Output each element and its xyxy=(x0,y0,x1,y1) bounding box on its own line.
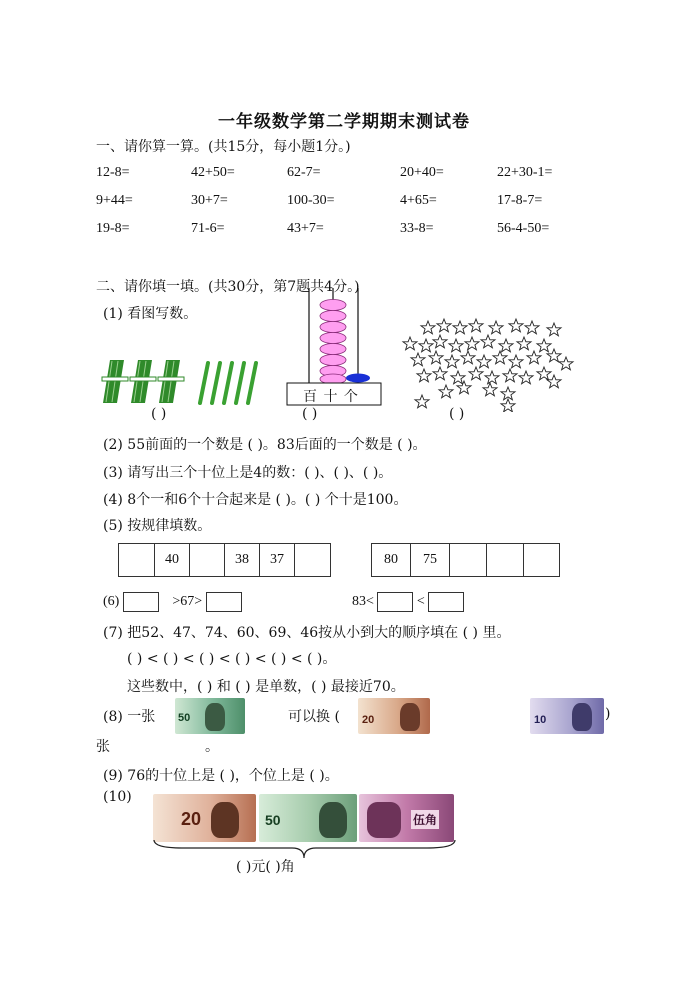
equation: 19-8= xyxy=(96,221,130,236)
banknote-value: 50 xyxy=(178,712,191,724)
equation: 12-8= xyxy=(96,165,130,180)
q6-row xyxy=(103,592,242,612)
q2-text: (2) 55前面的一个数是 ( )。83后面的一个数是 ( )。 xyxy=(103,437,427,453)
q8-wrap: 张 xyxy=(96,739,110,755)
q4-text: (4) 8个一和6个十合起来是 ( )。( ) 个十是100。 xyxy=(103,492,408,508)
q8-mid: 可以换 ( xyxy=(288,709,340,725)
sequence-cell[interactable] xyxy=(189,543,225,577)
equation: 4+65= xyxy=(400,193,437,208)
q1-label: (1) 看图写数。 xyxy=(103,306,198,322)
banknote-50 xyxy=(175,698,245,734)
sequence-cell[interactable] xyxy=(118,543,155,577)
q10-label: (10) xyxy=(103,789,132,805)
q8-end: ) xyxy=(605,706,611,722)
q1-answer-blank[interactable]: ( ) xyxy=(449,406,465,422)
q1-answer-blank[interactable]: ( ) xyxy=(151,406,167,422)
sequence-cell[interactable] xyxy=(294,543,331,577)
answer-box[interactable] xyxy=(123,592,159,612)
answer-box[interactable] xyxy=(428,592,464,612)
banknote-value: 50 xyxy=(265,812,281,828)
q3-text: (3) 请写出三个十位上是4的数：( )、( )、( )。 xyxy=(103,465,393,481)
page-title: 一年级数学第二学期期末测试卷 xyxy=(218,112,470,132)
equation: 56-4-50= xyxy=(497,221,550,236)
q6-comparison-a: >67> xyxy=(172,594,203,610)
part2-heading: 二、请你填一填。(共30分，第7题共4分。) xyxy=(96,279,360,295)
equation: 42+50= xyxy=(191,165,235,180)
answer-box[interactable] xyxy=(206,592,242,612)
part1-heading: 一、请你算一算。(共15分，每小题1分。) xyxy=(96,139,351,155)
equation: 43+7= xyxy=(287,221,324,236)
sequence-cell: 40 xyxy=(154,543,190,577)
bundle-of-ten xyxy=(158,360,184,403)
answer-box[interactable] xyxy=(377,592,413,612)
tens-beads xyxy=(320,300,346,385)
banknote-50 xyxy=(259,794,357,842)
sequence-cell: 80 xyxy=(371,543,411,577)
brace xyxy=(152,838,457,860)
equation: 9+44= xyxy=(96,193,133,208)
sequence-cell: 38 xyxy=(224,543,260,577)
equation: 62-7= xyxy=(287,165,321,180)
bundle-of-ten xyxy=(130,360,156,403)
stick-bundles-figure xyxy=(100,355,270,410)
q8-period: 。 xyxy=(205,739,219,755)
q6-comparison-b-prefix: 83< xyxy=(352,594,374,610)
stars-figure xyxy=(398,316,578,412)
star-cluster xyxy=(403,319,573,412)
bundle-of-ten xyxy=(102,360,128,403)
equation: 33-8= xyxy=(400,221,434,236)
banknote-5-jiao xyxy=(359,794,454,842)
sequence-cell[interactable] xyxy=(486,543,524,577)
sequence-cell: 75 xyxy=(410,543,450,577)
equation: 22+30-1= xyxy=(497,165,553,180)
q6-row-b xyxy=(352,592,464,612)
banknote-20 xyxy=(153,794,256,842)
banknote-value: 伍角 xyxy=(411,810,439,829)
abacus-place-labels: 百 十 个 xyxy=(303,389,359,405)
equation: 20+40= xyxy=(400,165,444,180)
q8-label: (8) 一张 xyxy=(103,709,156,725)
q7-line3: 这些数中，( ) 和 ( ) 是单数，( ) 最接近70。 xyxy=(127,679,405,695)
q1-answer-blank[interactable]: ( ) xyxy=(302,406,318,422)
sequence-cell: 37 xyxy=(259,543,295,577)
equation: 17-8-7= xyxy=(497,193,543,208)
single-sticks xyxy=(200,363,256,403)
equation: 71-6= xyxy=(191,221,225,236)
banknote-value: 10 xyxy=(534,714,547,726)
sequence-row-2 xyxy=(371,543,560,577)
banknote-10 xyxy=(530,698,604,734)
banknote-20 xyxy=(358,698,430,734)
q6-comparison-b-mid: < xyxy=(416,594,425,610)
equation: 30+7= xyxy=(191,193,228,208)
q5-label: (5) 按规律填数。 xyxy=(103,518,212,534)
banknote-value: 20 xyxy=(362,714,375,726)
sequence-cell[interactable] xyxy=(449,543,487,577)
ones-bead xyxy=(346,374,370,383)
q9-text: (9) 76的十位上是 ( )，个位上是 ( )。 xyxy=(103,768,339,784)
sequence-cell[interactable] xyxy=(523,543,560,577)
equation: 100-30= xyxy=(287,193,335,208)
q7-line1: (7) 把52、47、74、60、69、46按从小到大的顺序填在 ( ) 里。 xyxy=(103,625,511,641)
q7-line2: ( ) < ( ) < ( ) < ( ) < ( ) < ( )。 xyxy=(127,651,337,667)
sequence-row-1 xyxy=(118,543,331,577)
q6-label: (6) xyxy=(103,594,120,610)
q10-answer: ( )元( )角 xyxy=(236,859,295,875)
banknote-value: 20 xyxy=(181,809,202,829)
